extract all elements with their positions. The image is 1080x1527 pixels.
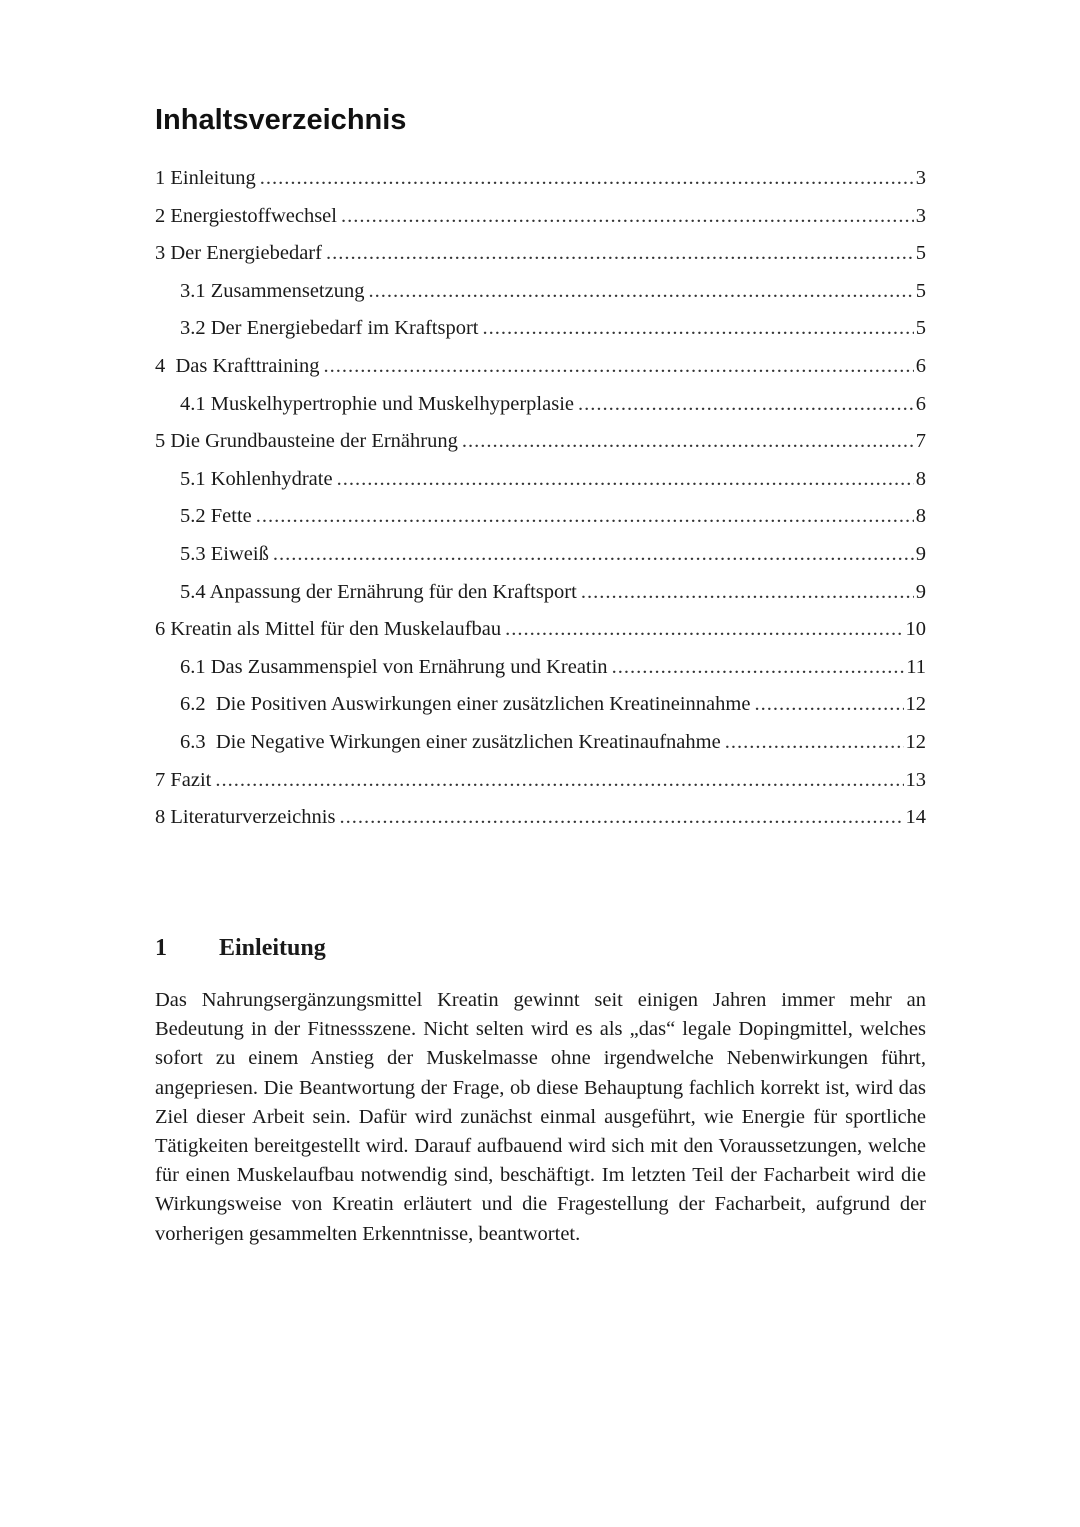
toc-entry[interactable]	[155, 235, 926, 273]
toc-entry[interactable]	[155, 423, 926, 461]
toc-leader-dots	[462, 423, 914, 461]
toc-leader-dots	[260, 160, 914, 198]
toc-entry-label: 1 Einleitung	[155, 167, 256, 189]
toc-entry[interactable]	[155, 799, 926, 837]
toc-entry-label: 3.2 Der Energiebedarf im Kraftsport	[180, 317, 479, 340]
toc-leader-dots	[273, 536, 914, 574]
toc-entry-page: 10	[905, 618, 926, 641]
toc-entry-page: 13	[905, 768, 926, 791]
toc-entry-page: 9	[915, 580, 926, 603]
toc-entry-page: 3	[915, 204, 926, 227]
toc-entry-page: 14	[905, 806, 926, 829]
toc-entry[interactable]	[155, 649, 926, 687]
toc-entry-page: 7	[915, 430, 926, 453]
toc-entry-label: 8 Literaturverzeichnis	[155, 806, 336, 829]
toc-entry[interactable]	[155, 273, 926, 311]
toc-entry-page: 5	[915, 242, 926, 265]
toc-leader-dots	[256, 498, 914, 536]
toc-entry-label: 3 Der Energiebedarf	[155, 242, 322, 265]
section-body-paragraph: Das Nahrungsergänzungsmittel Kreatin gewinnt seit einigen Jahren immer mehr an Bedeutung in der Fitnessszene. Nicht selten wird es als „das“ legale Dopingmittel, welches sofort zu einem Anstieg der Muskelmasse ohne irgendwelche Nebenwirkungen führt, angepriesen. Die Beantwortung der Frage, ob diese Behauptung fachlich korrekt ist, wird das Ziel dieser Arbeit sein. Dafür wird zunächst einmal ausgeführt, wie Energie für sportliche Tätigkeiten bereitgestellt wird. Darauf aufbauend wird sich mit den Voraussetzungen, welche für einen Muskelaufbau notwendig sind, beschäftigt. Im letzten Teil der Facharbeit wird die Wirkungsweise von Kreatin erläutert und die Fragestellung der Facharbeit, aufgrund der vorherigen gesammelten Erkenntnisse, beantwortet.	[155, 989, 926, 1245]
section-number: 1	[155, 935, 167, 961]
toc-entry-label: 6.1 Das Zusammenspiel von Ernährung und Kreatin	[180, 655, 608, 678]
toc-entry[interactable]	[155, 198, 926, 236]
toc-entry-label: 7 Fazit	[155, 768, 212, 791]
toc-title: Inhaltsverzeichnis	[155, 104, 407, 136]
toc-entry-page: 3	[915, 167, 926, 189]
toc-leader-dots	[612, 649, 905, 687]
toc-leader-dots	[754, 686, 903, 724]
toc-leader-dots	[482, 310, 913, 348]
toc-entry-label: 5.4 Anpassung der Ernährung für den Kraftsport	[180, 580, 577, 603]
toc-entry-page: 8	[915, 467, 926, 490]
toc-entry[interactable]	[155, 386, 926, 424]
toc-leader-dots	[368, 273, 913, 311]
toc-entry-label: 5.2 Fette	[180, 505, 252, 528]
toc-entry[interactable]	[155, 160, 926, 198]
toc-leader-dots	[215, 762, 903, 800]
toc-leader-dots	[341, 198, 914, 236]
toc-entry[interactable]	[155, 724, 926, 762]
toc-entry[interactable]	[155, 498, 926, 536]
toc-entry-page: 5	[915, 317, 926, 340]
toc-leader-dots	[505, 611, 903, 649]
toc-entry[interactable]	[155, 686, 926, 724]
toc-entry-label: 6 Kreatin als Mittel für den Muskelaufbau	[155, 618, 502, 641]
toc-leader-dots	[581, 574, 914, 612]
toc-entry-label: 2 Energiestoffwechsel	[155, 204, 337, 227]
toc-entry-page: 12	[905, 693, 926, 716]
toc-leader-dots	[324, 348, 914, 386]
section-heading	[155, 930, 326, 966]
table-of-contents	[155, 160, 926, 837]
toc-entry-page: 11	[906, 655, 926, 678]
toc-entry[interactable]	[155, 611, 926, 649]
toc-entry-label: 4.1 Muskelhypertrophie und Muskelhyperplasie	[180, 392, 574, 415]
toc-entry[interactable]	[155, 762, 926, 800]
toc-leader-dots	[326, 235, 914, 273]
toc-entry[interactable]	[155, 536, 926, 574]
toc-entry[interactable]	[155, 348, 926, 386]
toc-entry-page: 6	[915, 354, 926, 377]
toc-entry-label: 5.3 Eiweiß	[180, 542, 269, 565]
toc-entry[interactable]	[155, 461, 926, 499]
toc-leader-dots	[578, 386, 914, 424]
toc-leader-dots	[337, 461, 914, 499]
toc-entry-label: 4 Das Krafttraining	[155, 354, 320, 377]
toc-entry-page: 9	[915, 542, 926, 565]
toc-leader-dots	[339, 799, 903, 837]
toc-leader-dots	[725, 724, 904, 762]
section-title: Einleitung	[219, 935, 326, 961]
toc-entry-label: 6.2 Die Positiven Auswirkungen einer zusätzlichen Kreatineinnahme	[180, 693, 751, 716]
toc-entry-page: 6	[915, 392, 926, 415]
toc-entry-label: 5 Die Grundbausteine der Ernährung	[155, 430, 458, 453]
toc-entry-page: 12	[905, 730, 926, 753]
toc-entry[interactable]	[155, 574, 926, 612]
toc-entry-page: 5	[915, 279, 926, 302]
toc-entry-label: 3.1 Zusammensetzung	[180, 279, 365, 302]
toc-entry[interactable]	[155, 310, 926, 348]
toc-entry-label: 5.1 Kohlenhydrate	[180, 467, 333, 490]
toc-entry-page: 8	[915, 505, 926, 528]
toc-entry-label: 6.3 Die Negative Wirkungen einer zusätzlichen Kreatinaufnahme	[180, 730, 721, 753]
